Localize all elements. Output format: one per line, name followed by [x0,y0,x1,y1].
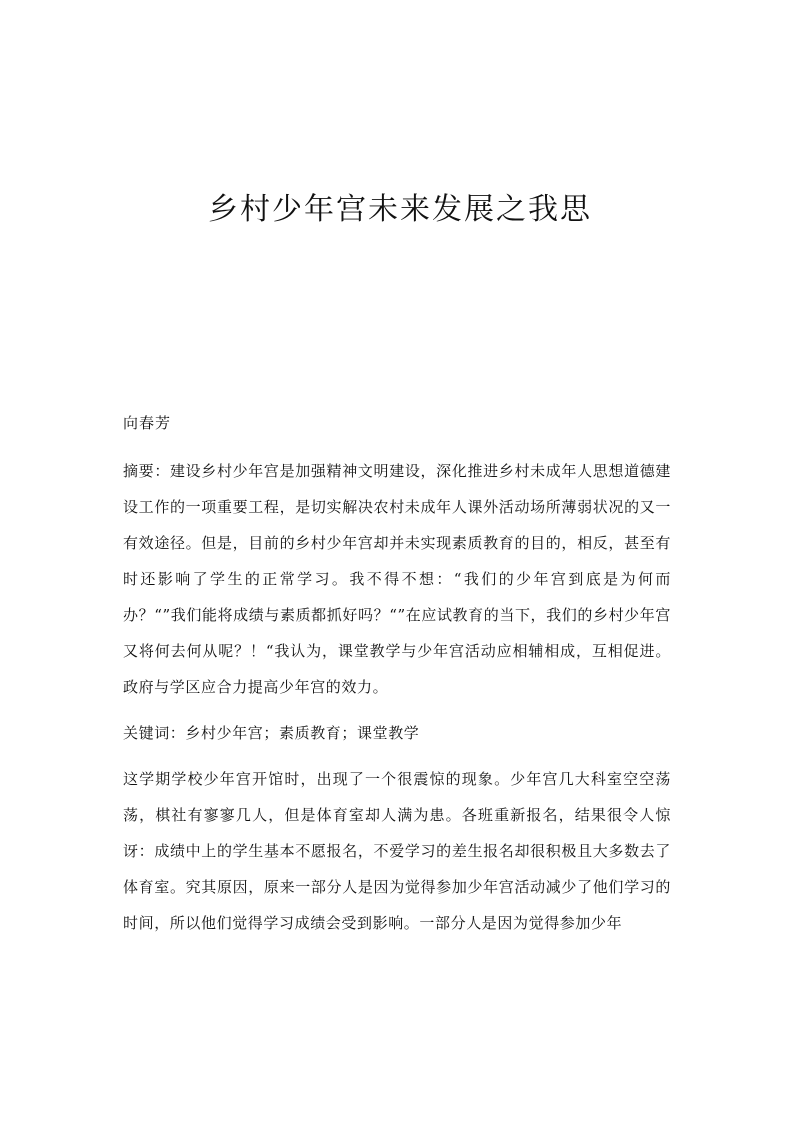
keywords-line: 关键词：乡村少年宫；素质教育；课堂教学 [123,724,420,742]
document-title: 乡村少年宫未来发展之我思 [208,192,592,227]
body-paragraph: 这学期学校少年宫开馆时，出现了一个很震惊的现象。少年宫几大科室空空荡荡，棋社有寥寥几人，但是体育室却人满为患。各班重新报名，结果很令人惊讶：成绩中上的学生基本不愿报名，不爱学习的差生报名却很积极且大多数去了体育室。究其原因，原来一部分人是因为觉得参加少年宫活动减少了他们学习的时间，所以他们觉得学习成绩会受到影响。一部分人是因为觉得参加少年 [123,770,671,932]
abstract-paragraph: 摘要：建设乡村少年宫是加强精神文明建设，深化推进乡村未成年人思想道德建设工作的一项重要工程，是切实解决农村未成年人课外活动场所薄弱状况的又一有效途径。但是，目前的乡村少年宫却并未实现素质教育的目的，相反，甚至有时还影响了学生的正常学习。我不得不想：“我们的少年宫到底是为何而办？“”我们能将成绩与素质都抓好吗？“”在应试教育的当下，我们的乡村少年宫又将何去何从呢？！“我认为，课堂教学与少年宫活动应相辅相成，互相促进。政府与学区应合力提高少年宫的效力。 [123,462,671,696]
author-name: 向春芳 [123,414,172,432]
document-content [123,405,671,941]
